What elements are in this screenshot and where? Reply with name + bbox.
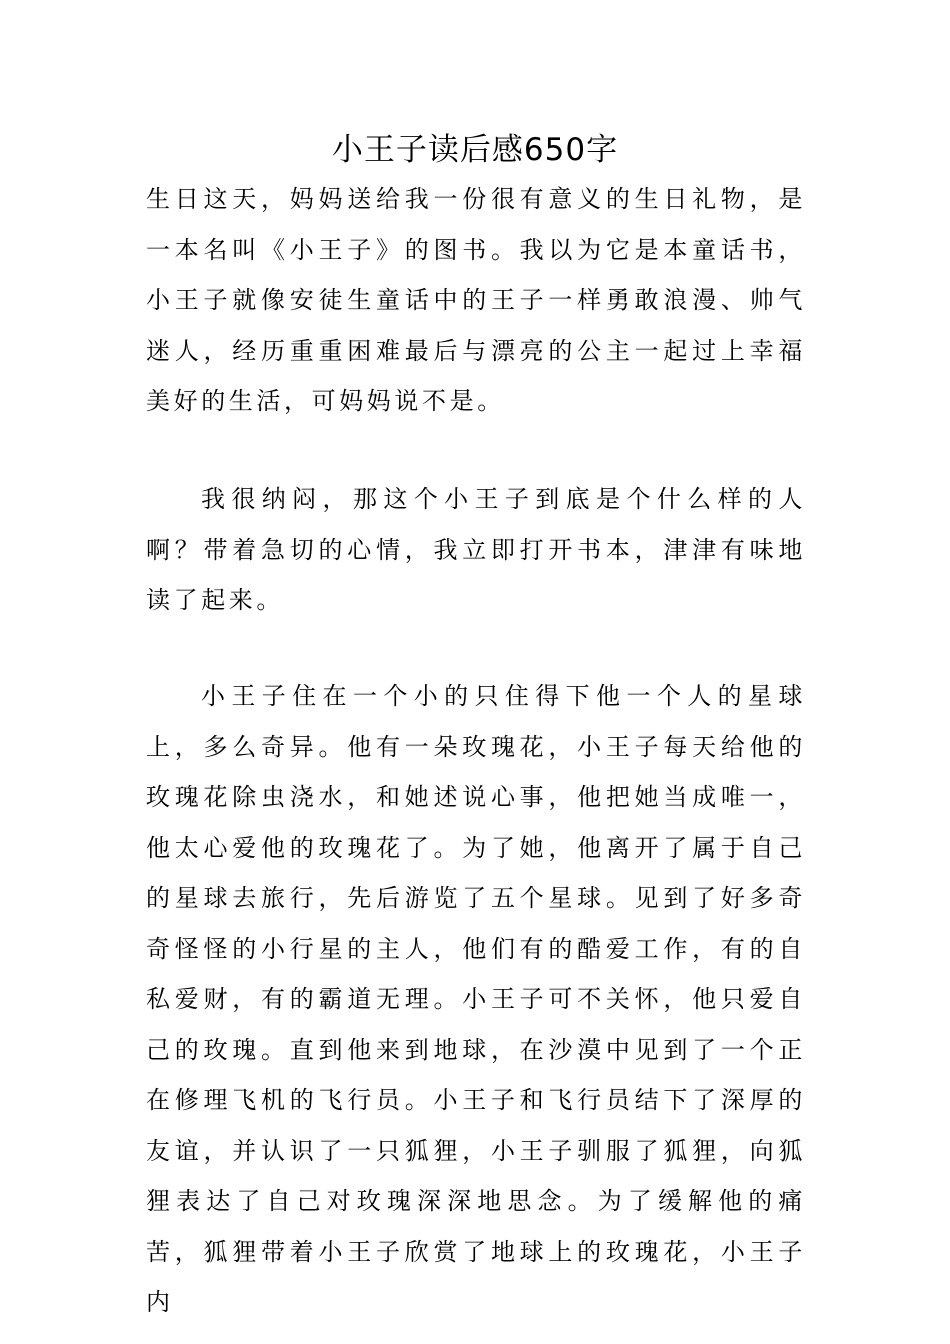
paragraph-3: 小王子住在一个小的只住得下他一个人的星球上，多么奇异。他有一朵玫瑰花，小王子每天给他的玫瑰花除虫浇水，和她述说心事，他把她当成唯一，他太心爱他的玫瑰花了。为了她，他离开了属于自己的星球去旅行，先后游览了五个星球。见到了好多奇奇怪怪的小行星的主人，他们有的酷爱工作，有的自私爱财，有的霸道无理。小王子可不关怀，他只爱自己的玫瑰。直到他来到地球，在沙漠中见到了一个正在修理飞机的飞行员。小王子和飞行员结下了深厚的友谊，并认识了一只狐狸，小王子驯服了狐狸，向狐狸表达了自己对玫瑰深深地思念。为了缓解他的痛苦，狐狸带着小王子欣赏了地球上的玫瑰花，小王子内 [146,682,806,1316]
paragraph-2: 我很纳闷，那这个小王子到底是个什么样的人啊？带着急切的心情，我立即打开书本，津津有味地读了起来。 [146,485,806,614]
paragraph-1: 生日这天，妈妈送给我一份很有意义的生日礼物，是一本名叫《小王子》的图书。我以为它是本童话书，小王子就像安徒生童话中的王子一样勇敢浪漫、帅气迷人，经历重重困难最后与漂亮的公主一起过上幸福美好的生活，可妈妈说不是。 [146,185,806,415]
document-title: 小王子读后感650字 [331,132,619,168]
